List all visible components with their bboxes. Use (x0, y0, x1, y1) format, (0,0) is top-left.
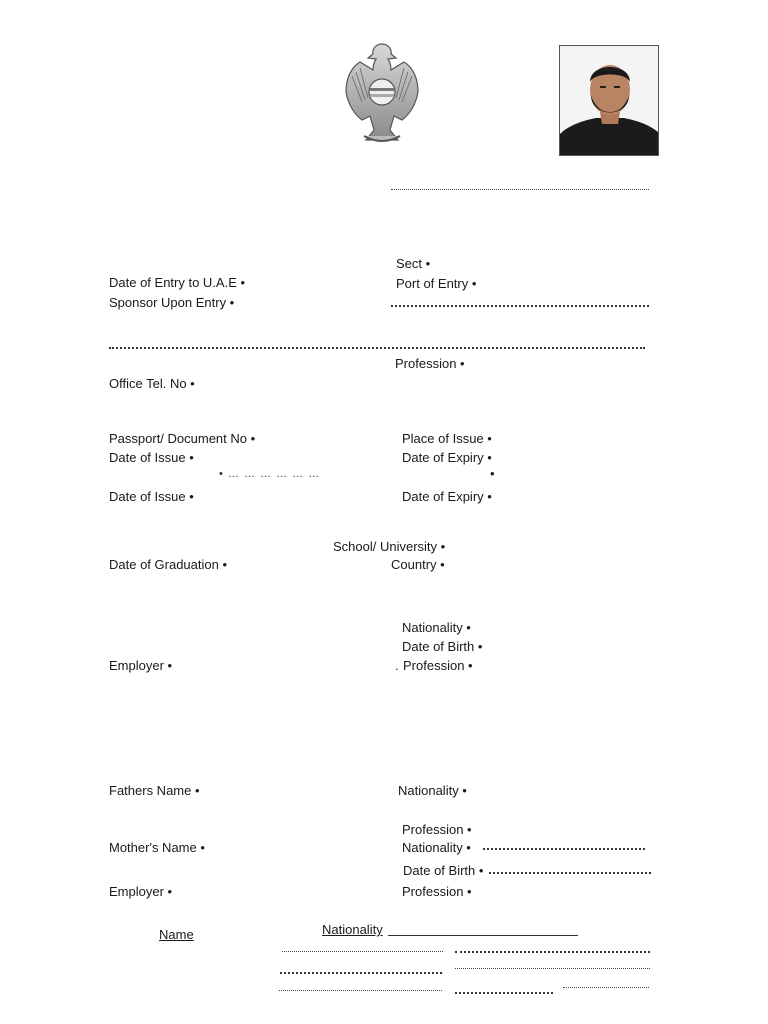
name-column-header: Name (159, 927, 194, 942)
port-of-entry-label: Port of Entry • (396, 276, 477, 291)
uae-emblem (340, 40, 424, 150)
dotted-line (483, 848, 645, 850)
fathers-profession-label: Profession • (402, 822, 472, 837)
date-of-expiry-2-label: Date of Expiry • (402, 489, 492, 504)
mothers-nationality-label: Nationality • (402, 840, 471, 855)
spouse-nationality-label: Nationality • (402, 620, 471, 635)
sect-label: Sect • (396, 256, 431, 271)
dotted-line (391, 189, 649, 190)
dotted-line (563, 987, 649, 988)
mothers-dob-label: Date of Birth • (403, 863, 484, 878)
spouse-profession-label: Profession • (403, 658, 473, 673)
mothers-name-label: Mother's Name • (109, 840, 205, 855)
dotted-line (455, 968, 650, 969)
stray-dot: . (395, 658, 399, 673)
date-of-issue-label: Date of Issue • (109, 450, 194, 465)
office-tel-label: Office Tel. No • (109, 376, 195, 391)
graduation-date-label: Date of Graduation • (109, 557, 228, 572)
sponsor-upon-entry-label: Sponsor Upon Entry • (109, 295, 235, 310)
dotted-line (391, 305, 649, 307)
applicant-photo (559, 45, 659, 156)
fathers-nationality-label: Nationality • (398, 783, 467, 798)
sponsor-profession-label: Profession • (395, 356, 465, 371)
dotted-placeholder: • … … … … … … (219, 468, 321, 480)
spouse-employer-label: Employer • (109, 658, 173, 673)
nationality-underline (388, 935, 578, 936)
bullet-marker: • (490, 466, 495, 481)
dotted-line (455, 951, 650, 953)
passport-no-label: Passport/ Document No • (109, 431, 256, 446)
mothers-profession-label: Profession • (402, 884, 472, 899)
date-of-entry-label: Date of Entry to U.A.E • (109, 275, 246, 290)
date-of-issue-2-label: Date of Issue • (109, 489, 194, 504)
dotted-line (489, 872, 651, 874)
nationality-column-header: Nationality (322, 922, 383, 937)
school-label: School/ University • (333, 539, 446, 554)
dotted-line (280, 972, 442, 974)
date-of-expiry-label: Date of Expiry • (402, 450, 492, 465)
dotted-line (279, 990, 442, 991)
country-label: Country • (391, 557, 445, 572)
dotted-line (282, 951, 443, 952)
spouse-dob-label: Date of Birth • (402, 639, 483, 654)
dotted-line (455, 992, 553, 994)
place-of-issue-label: Place of Issue • (402, 431, 492, 446)
fathers-name-label: Fathers Name • (109, 783, 200, 798)
dotted-line (109, 347, 645, 349)
parents-employer-label: Employer • (109, 884, 173, 899)
